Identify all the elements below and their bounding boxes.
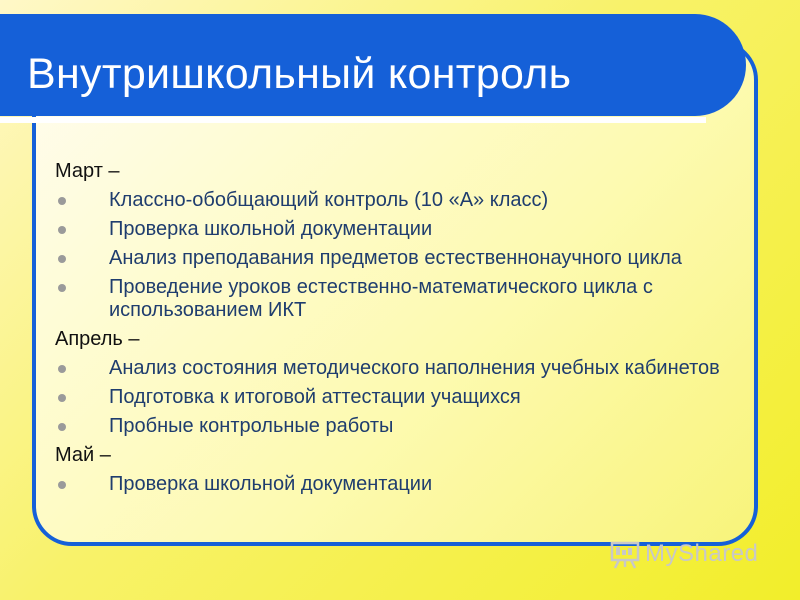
section-heading-march: Март – [55, 160, 120, 182]
slide-title: Внутришкольный контроль [27, 50, 572, 98]
may-list [55, 473, 735, 496]
watermark-text: MyShared [645, 540, 759, 567]
list-item-text: Подготовка к итоговой аттестации учащихся [109, 386, 521, 408]
list-item-text: Проверка школьной документации [109, 473, 433, 495]
slide-content [55, 160, 735, 502]
bullet-icon [58, 481, 66, 489]
april-list [55, 357, 735, 438]
bullet-icon [58, 284, 66, 292]
bullet-icon [58, 365, 66, 373]
list-item-text: Пробные контрольные работы [109, 415, 394, 437]
bullet-icon [58, 226, 66, 234]
list-item [55, 415, 735, 438]
section-heading-may: Май – [55, 444, 111, 466]
list-item [55, 473, 735, 496]
bullet-icon [58, 197, 66, 205]
march-list [55, 189, 735, 322]
title-underline [0, 117, 706, 123]
bullet-icon [58, 255, 66, 263]
bullet-icon [58, 423, 66, 431]
title-bar [0, 14, 746, 116]
list-item-text: Анализ состояния методического наполнения учебных кабинетов [109, 357, 720, 379]
list-item [55, 386, 735, 409]
list-item [55, 276, 735, 322]
bullet-icon [58, 394, 66, 402]
list-item [55, 357, 735, 380]
list-item-text: Классно-обобщающий контроль (10 «А» класс) [109, 189, 549, 211]
list-item-text: Анализ преподавания предметов естественнонаучного цикла [109, 247, 682, 269]
list-item-text: Проведение уроков естественно-математического цикла с использованием ИКТ [109, 276, 653, 321]
list-item [55, 218, 735, 241]
watermark [609, 538, 769, 570]
list-item [55, 247, 735, 270]
presentation-board-icon [609, 538, 641, 570]
section-heading-april: Апрель – [55, 328, 140, 350]
list-item [55, 189, 735, 212]
list-item-text: Проверка школьной документации [109, 218, 433, 240]
